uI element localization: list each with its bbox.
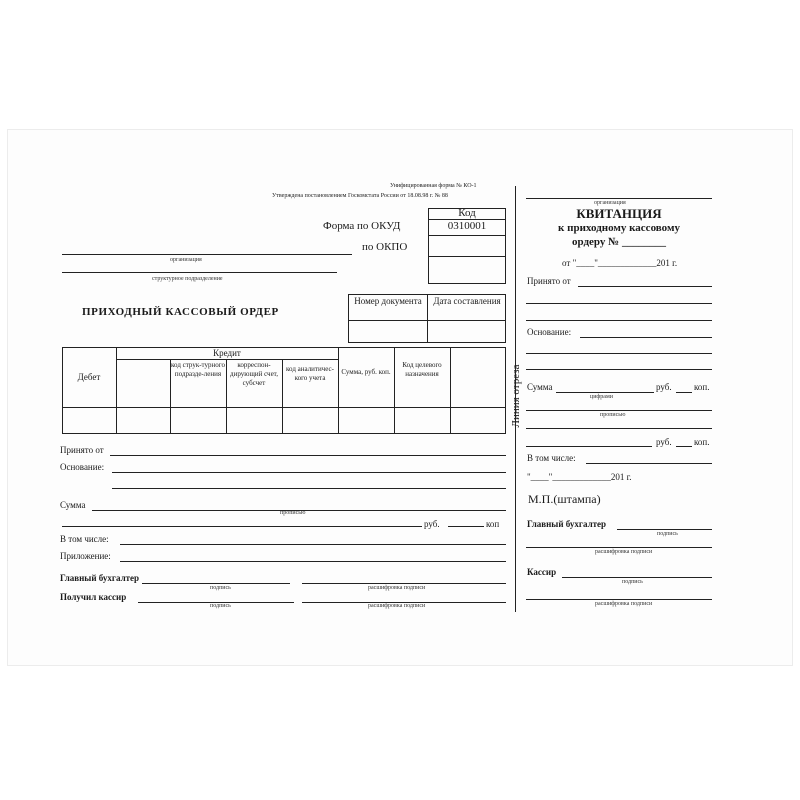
receipt-including-label: В том числе: (527, 453, 576, 463)
including-field[interactable] (120, 544, 506, 545)
target-code-header: Код целевого назначения (402, 361, 442, 378)
received-from-label: Принято от (60, 445, 104, 455)
receipt-org-caption: организация (594, 200, 626, 206)
receipt-basis-field[interactable] (580, 337, 712, 338)
receipt-basis-label: Основание: (527, 327, 572, 337)
receipt-digits-caption: цифрами (590, 394, 613, 400)
receipt-including-field[interactable] (586, 463, 712, 464)
receipt-sum-field[interactable] (556, 392, 654, 393)
dept-caption: структурное подразделение (152, 276, 223, 282)
analytic-code-header: код аналитичес-кого учета (286, 365, 334, 382)
chief-accountant-signature[interactable] (142, 583, 290, 584)
receipt-rub-label: руб. (656, 382, 672, 392)
rub-label: руб. (424, 519, 440, 529)
receipt-chief-signature[interactable] (617, 529, 712, 530)
receipt-cashier-signature-caption: подпись (622, 579, 643, 585)
basis-field[interactable] (112, 472, 506, 473)
basis-label: Основание: (60, 462, 105, 472)
receipt-received-from-field[interactable] (578, 286, 712, 287)
receipt-sum-label: Сумма (527, 382, 553, 392)
okpo-label: по ОКПО (362, 241, 408, 253)
okud-code: 0310001 (447, 220, 487, 232)
kredit-header: Кредит (213, 348, 241, 358)
doc-date-header: Дата составления (433, 296, 501, 306)
cashier-received-label: Получил кассир (60, 592, 127, 602)
sum-label: Сумма (60, 500, 86, 510)
struct-code-header: код струк-турного подразде-ления (171, 361, 225, 378)
chief-accountant-label: Главный бухгалтер (60, 573, 140, 583)
debet-header: Дебет (77, 372, 101, 382)
including-label: В том числе: (60, 534, 109, 544)
approval-note: Утверждена постановлением Госкомстата России от 18.08.98 г. № 88 (272, 193, 448, 199)
receipt-cashier-label: Кассир (527, 567, 557, 577)
order-title: ПРИХОДНЫЙ КАССОВЫЙ ОРДЕР (82, 306, 279, 318)
cashier-signature-caption: подпись (210, 603, 231, 609)
receipt-received-from-label: Принято от (527, 276, 571, 286)
receipt-kop-label-2: коп. (694, 437, 710, 447)
receipt-chief-signature-caption: подпись (657, 531, 678, 537)
receipt-subtitle-1: к приходному кассовому (558, 222, 680, 234)
cashier-decode-caption: расшифровка подписи (368, 603, 426, 609)
code-header: Код (458, 207, 476, 219)
chief-decode-caption: расшифровка подписи (368, 585, 426, 591)
attachment-field[interactable] (120, 561, 506, 562)
receipt-in-words-caption: прописью (600, 412, 626, 418)
receipt-chief-decode[interactable] (526, 547, 712, 548)
cut-line-label: Линия отреза (510, 364, 522, 428)
doc-number-header: Номер документа (354, 296, 422, 306)
receipt-chief-accountant-label: Главный бухгалтер (527, 519, 607, 529)
chief-signature-caption: подпись (210, 585, 231, 591)
sum-header: Сумма, руб. коп. (341, 368, 391, 376)
corr-account-header: корреспон-дирующий счет, субсчет (230, 361, 278, 387)
kop-label: коп (486, 519, 500, 529)
receipt-date: от "____"_____________201 г. (562, 258, 678, 268)
sum-in-words-caption: прописью (280, 510, 306, 516)
receipt-cashier-signature[interactable] (562, 577, 712, 578)
received-from-field[interactable] (110, 455, 506, 456)
org-caption: организация (170, 257, 202, 263)
receipt-date-2: "____"_____________201 г. (527, 472, 632, 482)
receipt-title: КВИТАНЦИЯ (576, 206, 662, 221)
unified-form-note: Унифицированная форма № КО-1 (390, 183, 477, 189)
okud-label: Форма по ОКУД (323, 220, 401, 232)
stamp-label: М.П.(штампа) (528, 492, 601, 506)
receipt-cashier-decode-caption: расшифровка подписи (595, 601, 653, 607)
attachment-label: Приложение: (60, 551, 111, 561)
receipt-subtitle-2: ордеру № ________ (572, 236, 666, 248)
receipt-rub-label-2: руб. (656, 437, 672, 447)
receipt-chief-decode-caption: расшифровка подписи (595, 549, 653, 555)
chief-accountant-decode[interactable] (302, 583, 506, 584)
receipt-kop-label: коп. (694, 382, 710, 392)
receipt-cashier-decode[interactable] (526, 599, 712, 600)
